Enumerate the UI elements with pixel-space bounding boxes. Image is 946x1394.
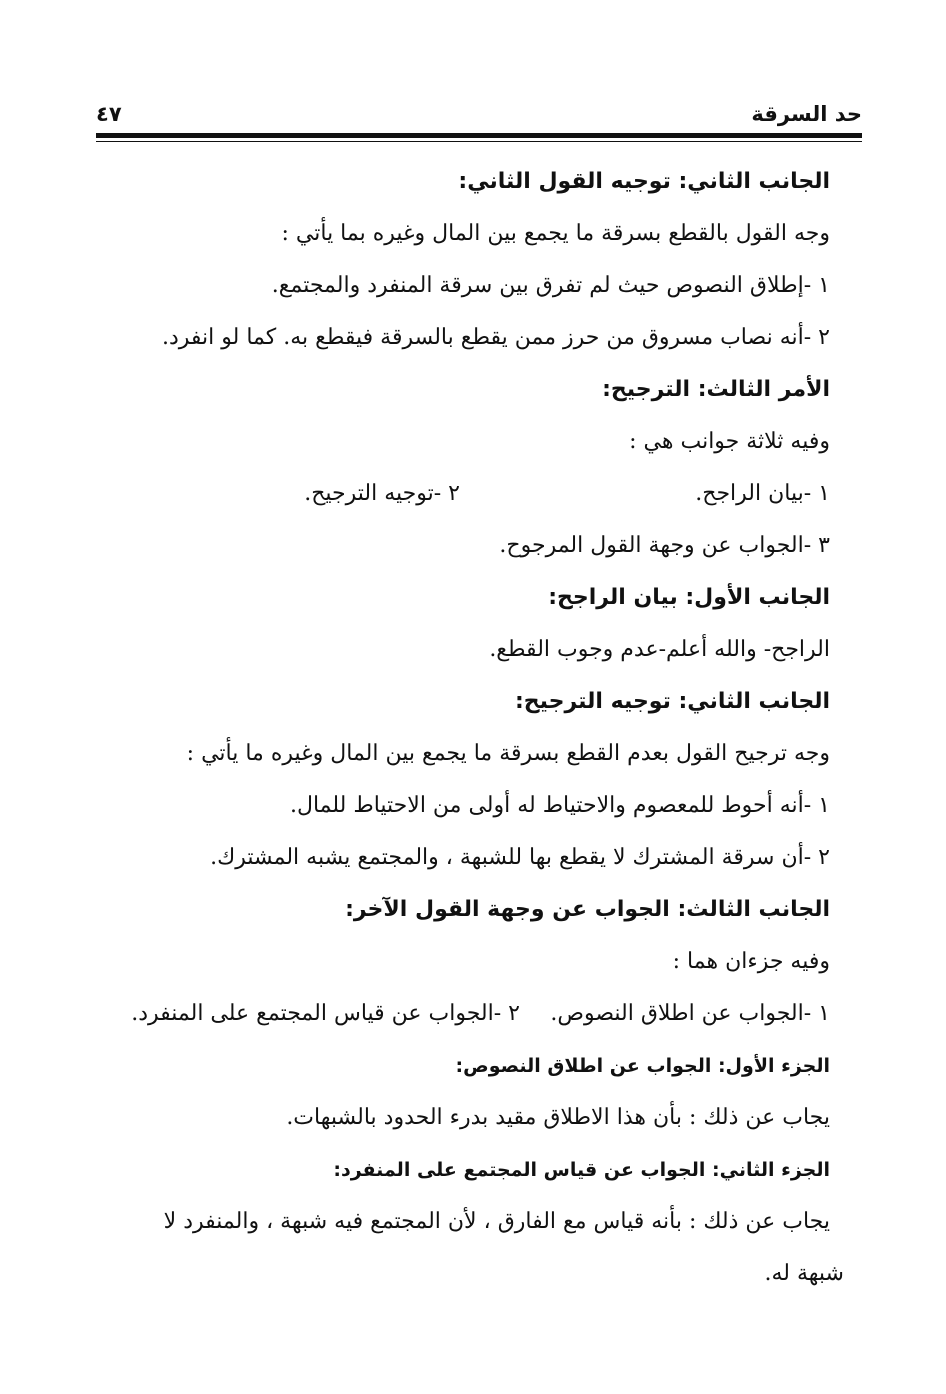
section-heading: الجانب الثالث: الجواب عن وجهة القول الآخر: (345, 897, 830, 922)
page-number: ٤٧ (96, 102, 122, 126)
list-item-pair (84, 468, 830, 520)
paragraph-line: شبهة له. (764, 1261, 844, 1286)
paragraph-line: وجه القول بالقطع بسرقة ما يجمع بين المال وغيره بما يأتي : (281, 221, 830, 246)
paragraph-line: وجه ترجيح القول بعدم القطع بسرقة ما يجمع بين المال وغيره ما يأتي : (186, 741, 830, 766)
section-heading: الأمر الثالث: الترجيح: (602, 377, 830, 402)
subsection-heading: الجزء الأول: الجواب عن اطلاق النصوص: (455, 1055, 830, 1077)
list-item: ١ -بيان الراجح. (695, 481, 830, 506)
header-rule-thick (96, 133, 862, 138)
paragraph-line: وفيه ثلاثة جوانب هي : (629, 429, 830, 454)
list-item: ١ -الجواب عن اطلاق النصوص. (550, 1001, 830, 1026)
list-item: ٢ -الجواب عن قياس المجتمع على المنفرد. (131, 1001, 520, 1026)
page-header (96, 98, 862, 132)
section-heading: الجانب الأول: بيان الراجح: (548, 585, 830, 610)
header-rule-thin (96, 141, 862, 142)
list-item: ٢ -أن سرقة المشترك لا يقطع بها للشبهة ، والمجتمع يشبه المشترك. (210, 845, 830, 870)
paragraph-line: وفيه جزءان هما : (672, 949, 830, 974)
list-item: ١ -أنه أحوط للمعصوم والاحتياط له أولى من الاحتياط للمال. (289, 793, 830, 818)
page-body (84, 156, 844, 1300)
list-item-pair (84, 988, 830, 1040)
list-item: ٢ -توجيه الترجيح. (304, 481, 460, 506)
section-heading: الجانب الثاني: توجيه الترجيح: (515, 689, 830, 714)
paragraph-line: يجاب عن ذلك : بأنه قياس مع الفارق ، لأن المجتمع فيه شبهة ، والمنفرد لا (163, 1209, 830, 1234)
section-heading: الجانب الثاني: توجيه القول الثاني: (458, 169, 830, 194)
paragraph-line: الراجح- والله أعلم-عدم وجوب القطع. (489, 637, 830, 662)
list-item: ١ -إطلاق النصوص حيث لم تفرق بين سرقة المنفرد والمجتمع. (271, 273, 830, 298)
list-item: ٢ -أنه نصاب مسروق من حرز ممن يقطع بالسرقة فيقطع به. كما لو انفرد. (161, 325, 830, 350)
list-item: ٣ -الجواب عن وجهة القول المرجوح. (499, 533, 830, 558)
paragraph-line: يجاب عن ذلك : بأن هذا الاطلاق مقيد بدرء الحدود بالشبهات. (286, 1105, 830, 1130)
subsection-heading: الجزء الثاني: الجواب عن قياس المجتمع على المنفرد: (333, 1159, 830, 1181)
running-title: حد السرقة (751, 102, 862, 126)
